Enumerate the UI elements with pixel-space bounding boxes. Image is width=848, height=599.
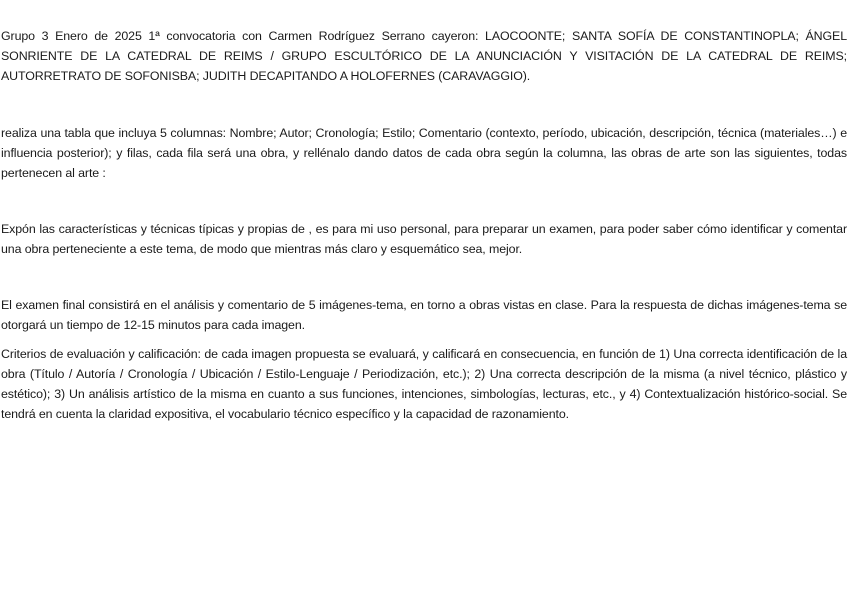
paragraph-characteristics-request: Expón las características y técnicas típicas y propias de , es para mi uso personal, para preparar un examen, para poder saber cómo identificar y comentar una obra perteneciente a este tema, de modo que mientras más claro y esquemático sea, mejor.: [1, 222, 847, 256]
paragraph-exam-topics: Grupo 3 Enero de 2025 1ª convocatoria con Carmen Rodríguez Serrano cayeron: LAOCOONTE; SANTA SOFÍA DE CONSTANTINOPLA; ÁNGEL SONRIENTE DE LA CATEDRAL DE REIMS / GRUPO ESCULTÓRICO DE LA ANUNCIACIÓN Y VISITACIÓN DE LA CATEDRAL DE REIMS; AUTORRETRATO DE SOFONISBA; JUDITH DECAPITANDO A HOLOFERNES (CARAVAGGIO).: [1, 29, 847, 83]
paragraph-table-request: realiza una tabla que incluya 5 columnas: Nombre; Autor; Cronología; Estilo; Comentario (contexto, período, ubicación, descripción, técnica (materiales…) e influencia posterior); y filas, cada fila será una obra, y rellénalo dando datos de cada obra según la columna, las obras de arte son las siguientes, todas pertenecen al arte :: [1, 126, 847, 180]
paragraph-evaluation-criteria: Criterios de evaluación y calificación: de cada imagen propuesta se evaluará, y calificará en consecuencia, en función de 1) Una correcta identificación de la obra (Título / Autoría / Cronología / Ubicación / Estilo-Lenguaje / Periodización, etc.); 2) Una correcta descripción de la misma (a nivel técnico, plástico y estético); 3) Un análisis artístico de la misma en cuanto a sus funciones, intenciones, simbologías, lecturas, etc., y 4) Contextualización histórico-social. Se tendrá en cuenta la claridad expositiva, el vocabulario técnico específico y la capacidad de razonamiento.: [1, 347, 847, 421]
paragraph-exam-format: El examen final consistirá en el análisis y comentario de 5 imágenes-tema, en torno a obras vistas en clase. Para la respuesta de dichas imágenes-tema se otorgará un tiempo de 12-15 minutos para cada imagen.: [1, 298, 847, 332]
